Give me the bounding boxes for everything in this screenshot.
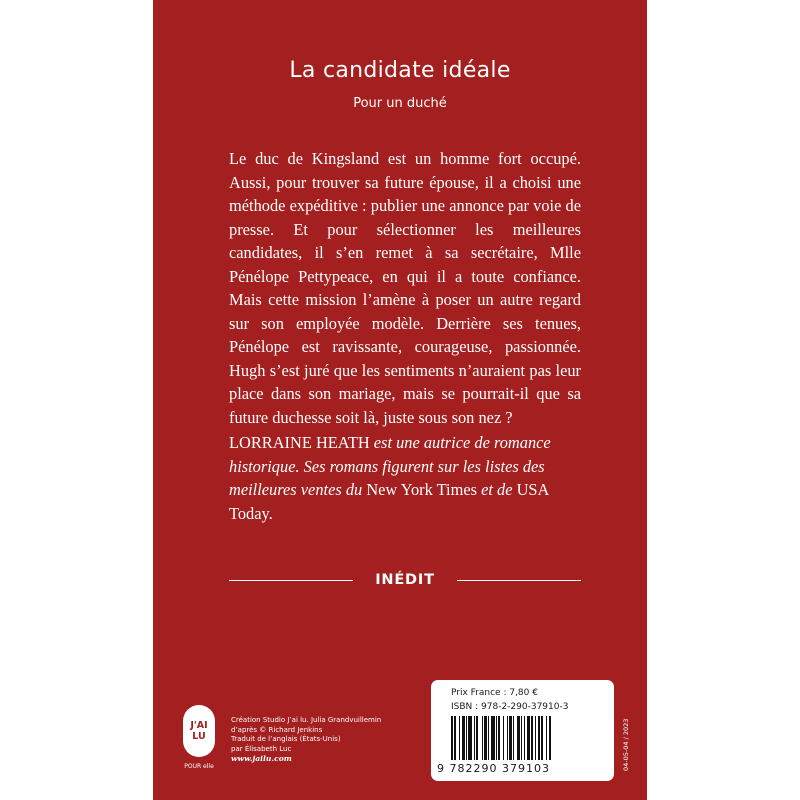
print-code: 04-05-04 / 2023: [622, 718, 630, 771]
divider-right: [457, 580, 581, 581]
credit-line-3: Traduit de l’anglais (États-Unis): [231, 735, 341, 744]
publisher-url[interactable]: www.jailu.com: [231, 754, 292, 764]
bio-end: .: [268, 503, 273, 523]
author-bio: [229, 431, 581, 525]
logo-line-1: J'AI: [190, 720, 208, 731]
author-name: LORRAINE HEATH: [229, 433, 370, 452]
barcode-bar: [551, 716, 552, 760]
price-label: Prix France : 7,80 €: [451, 688, 538, 698]
credits: [231, 716, 411, 764]
credit-line-2: d’après © Richard Jenkins: [231, 725, 323, 734]
logo-line-2: LU: [192, 731, 206, 742]
bio-newspaper-1: New York Times: [366, 480, 477, 499]
credit-line-4: par Élisabeth Luc: [231, 744, 292, 753]
barcode-digits: 9 782290 379103: [437, 762, 550, 775]
book-title: La candidate idéale: [289, 58, 511, 83]
barcode: [451, 716, 601, 760]
bio-text-1: est une autrice de romance historique. Ses romans figurent sur les listes des meilleures ventes du: [229, 433, 551, 499]
synopsis: [229, 147, 581, 429]
bio-newspaper-2: USA Today: [229, 480, 549, 523]
book-subtitle: Pour un duché: [353, 96, 447, 111]
divider-left: [229, 580, 353, 581]
logo-tagline: POUR elle: [184, 763, 214, 770]
back-cover: [153, 0, 647, 800]
price-box: [431, 680, 614, 781]
inedit-banner: [229, 567, 581, 593]
inedit-label: INÉDIT: [375, 572, 435, 588]
isbn-label: ISBN : 978-2-290-37910-3: [451, 702, 569, 712]
bio-text-2: et de: [477, 480, 517, 499]
publisher-logo: [183, 705, 215, 757]
credit-line-1: Création Studio J’ai lu. Julia Grandvuillemin: [231, 716, 382, 724]
synopsis-text: Le duc de Kingsland est un homme fort occupé. Aussi, pour trouver sa future épouse, il a choisi une méthode expéditive : publier une annonce par voie de presse. Et pour sélectionner les meilleures candidates, il s’en remet à sa secrétaire, Mlle Pénélope Pettypeace, en qui il a toute confiance. Mais cette mission l’amène à poser un autre regard sur son employée modèle. Derrière ses tenues, Pénélope est ravissante, courageuse, passionnée. Hugh s’est juré que les sentiments n’auraient pas leur place dans son mariage, mais se pourrait-il que sa future duchesse soit là, juste sous son nez ?: [229, 149, 581, 427]
